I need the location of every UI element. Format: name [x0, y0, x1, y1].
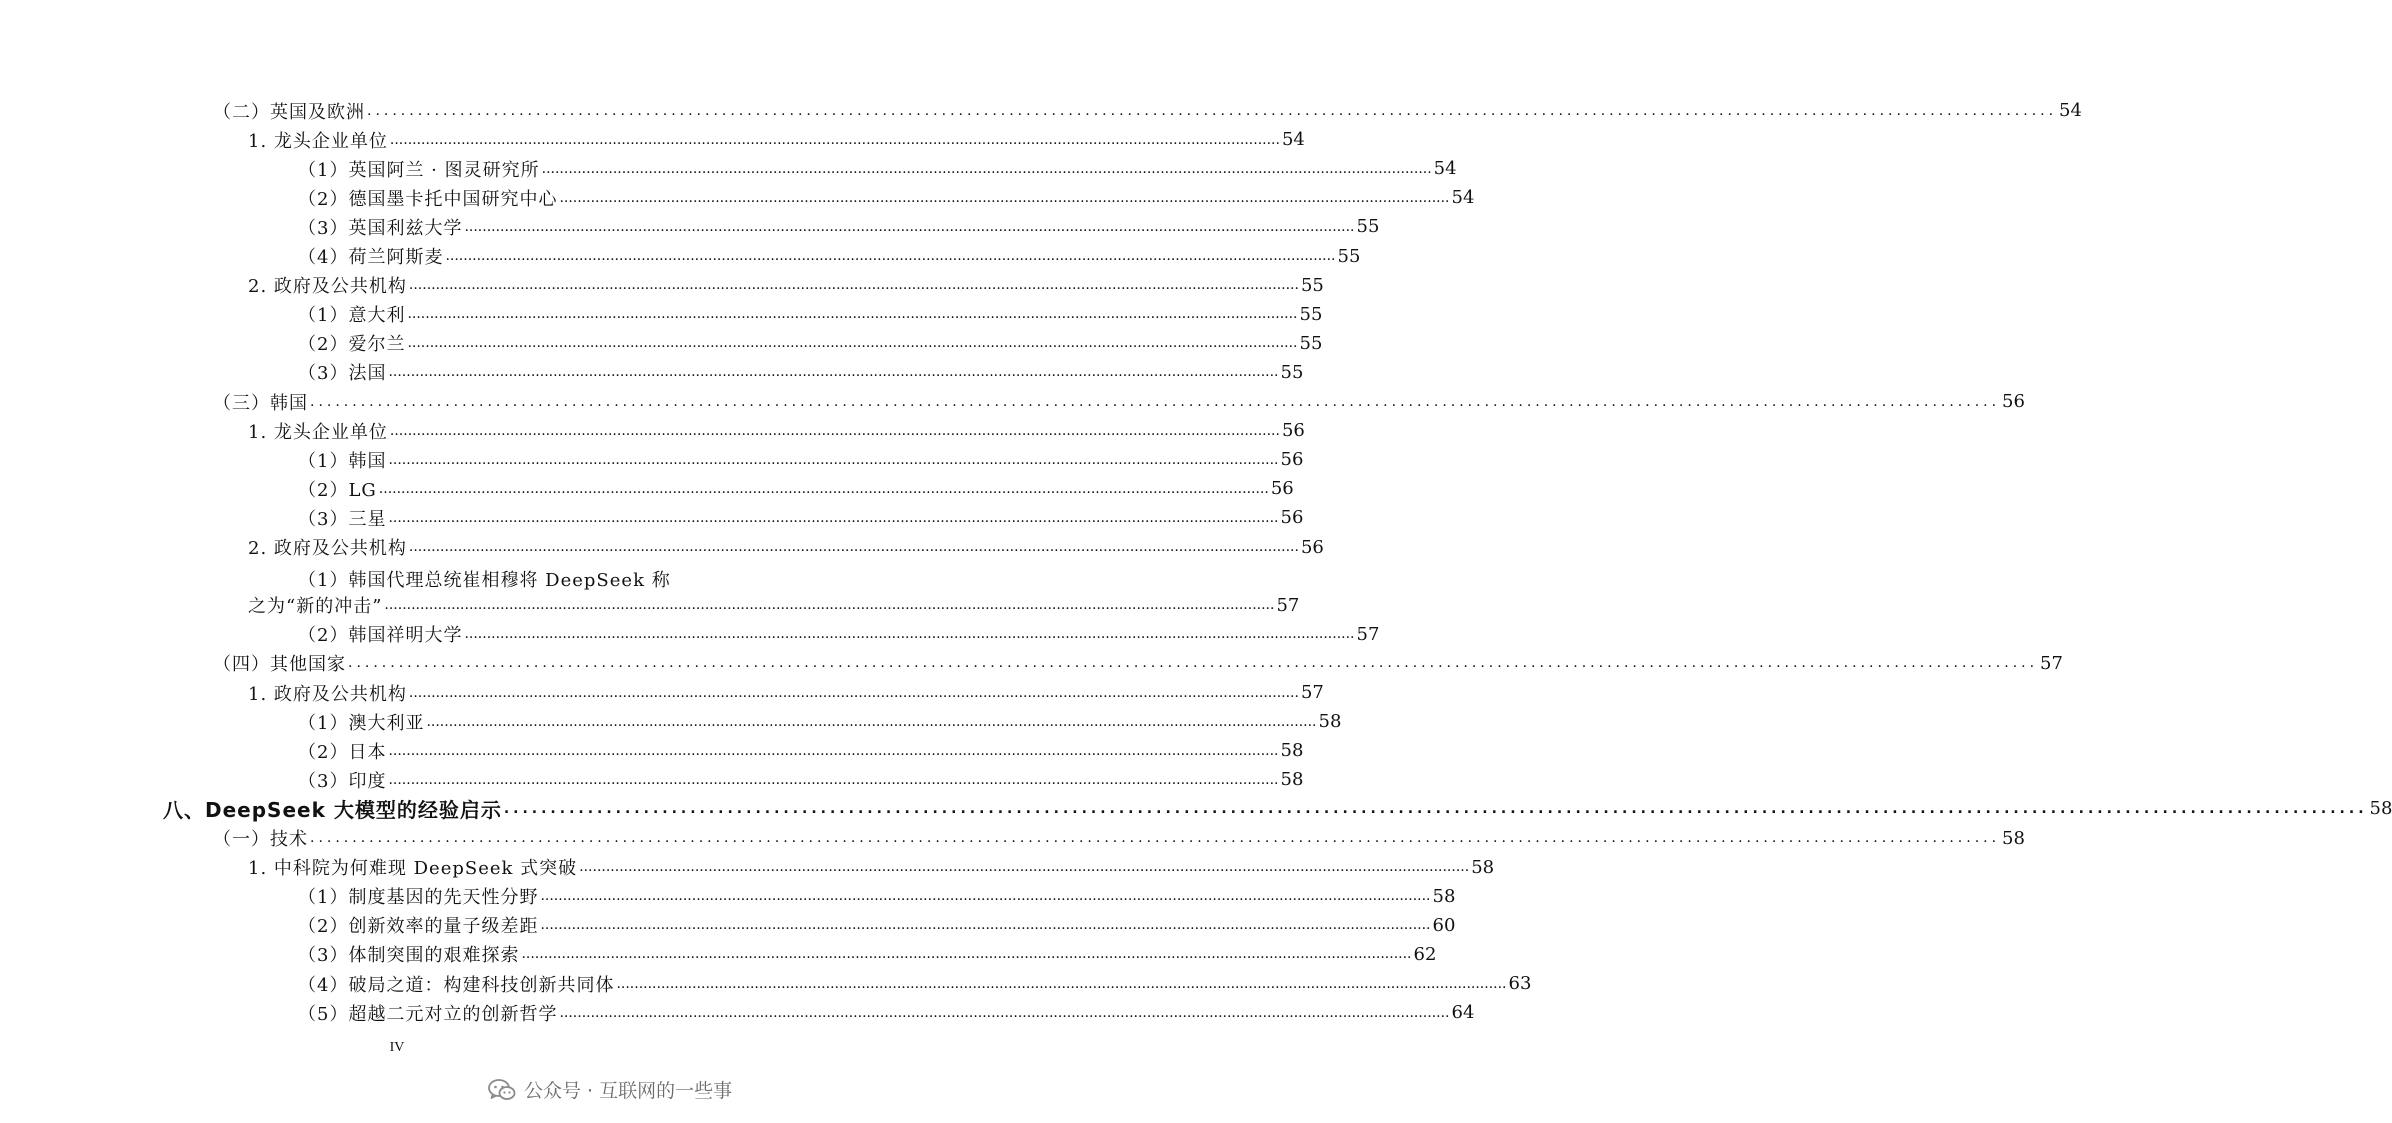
toc-entry-page: 64 — [1451, 1002, 1475, 1024]
toc-entry[interactable] — [298, 242, 1361, 271]
toc-entry[interactable] — [298, 911, 1456, 940]
toc-leader-dots: ........................................................................................................................................................................................................ — [408, 277, 1299, 294]
toc-entry[interactable] — [298, 765, 1304, 794]
toc-entry-label: （2）德国墨卡托中国研究中心 — [298, 188, 558, 210]
toc-entry-label: （1）澳大利亚 — [298, 712, 425, 734]
toc-entry[interactable] — [298, 620, 1380, 649]
toc-entry-page: 55 — [1300, 274, 1324, 296]
toc-entry-label: 八、DeepSeek 大模型的经验启示 — [163, 798, 502, 823]
toc-leader-dots: ........................................................................................................................................................................................................ — [541, 160, 1432, 177]
toc-entry[interactable] — [213, 649, 2063, 678]
toc-leader-dots: ........................................................................................................................................................................................................ — [388, 364, 1279, 381]
toc-entry-label: （2）爱尔兰 — [298, 334, 406, 356]
toc-entry-page: 58 — [1471, 856, 1495, 878]
toc-entry[interactable] — [248, 416, 1305, 445]
toc-entry-page: 57 — [2040, 652, 2063, 674]
toc-entry-page: 55 — [1356, 216, 1380, 238]
toc-leader-dots: ........................................................................................................................................................................................................ — [445, 248, 1336, 264]
toc-entry[interactable] — [248, 678, 1324, 707]
toc-entry-page: 54 — [1451, 187, 1475, 209]
toc-entry-page: 56 — [1280, 449, 1304, 471]
toc-leader-dots: ........................................................................................................................................................................................................ — [389, 422, 1280, 439]
toc-entry-page: 56 — [1280, 507, 1304, 529]
toc-leader-dots: ........................................................................................................................................................................................................ — [310, 393, 2001, 410]
toc-leader-dots: ........................................................................................................................................................................................................ — [407, 306, 1298, 323]
toc-entry[interactable] — [298, 445, 1304, 474]
toc-entry-page: 54 — [1433, 158, 1457, 180]
toc-entry-label: （2）创新效率的量子级差距 — [298, 916, 539, 938]
toc-entry-label: （2）韩国祥明大学 — [298, 625, 463, 647]
toc-leader-dots: ........................................................................................................................................................................................................ — [388, 509, 1279, 526]
toc-entry-label: （1）韩国 — [298, 450, 387, 472]
toc-entry-page: 62 — [1413, 943, 1437, 965]
toc-entry-label: （5）超越二元对立的创新哲学 — [298, 1003, 558, 1025]
toc-entry-page: 57 — [1356, 623, 1380, 645]
toc-leader-dots: ........................................................................................................................................................................................................ — [367, 102, 2058, 119]
page-number: IV — [389, 1040, 405, 1055]
toc-entry-page: 57 — [1276, 594, 1300, 616]
toc-entry-page: 63 — [1508, 973, 1532, 994]
toc-entry[interactable] — [298, 474, 1294, 503]
toc-leader-dots: ........................................................................................................................................................................................................ — [540, 888, 1431, 905]
toc-entry[interactable] — [248, 125, 1305, 154]
toc-leader-dots: ........................................................................................................................................................................................................ — [559, 189, 1450, 206]
toc-leader-dots: ........................................................................................................................................................................................................ — [310, 830, 2001, 846]
toc-entry-page: 58 — [2369, 798, 2392, 820]
toc-entry-label: 1. 政府及公共机构 — [248, 683, 407, 705]
toc-entry[interactable] — [213, 387, 2025, 416]
toc-entry[interactable] — [298, 998, 1475, 1027]
toc-entry-page: 55 — [1299, 332, 1323, 354]
toc-entry-page: 58 — [2002, 827, 2025, 849]
toc-entry[interactable] — [298, 707, 1342, 736]
toc-entry-page: 58 — [1280, 769, 1304, 791]
toc-entry-page: 57 — [1300, 682, 1324, 703]
toc-entry-label: （3）三星 — [298, 508, 387, 530]
toc-entry-page: 56 — [1281, 420, 1305, 442]
toc-entry[interactable] — [298, 940, 1437, 969]
toc-leader-dots: ........................................................................................................................................................................................................ — [388, 742, 1279, 759]
toc-entry-label: （1）英国阿兰 · 图灵研究所 — [298, 159, 540, 181]
toc-leader-dots: ........................................................................................................................................................................................................ — [388, 451, 1279, 468]
toc-entry-page: 58 — [1280, 740, 1304, 762]
toc-leader-dots: ........................................................................................................................................................................................................ — [616, 975, 1507, 992]
toc-entry-label: 2. 政府及公共机构 — [248, 538, 407, 559]
toc-entry[interactable] — [248, 591, 1300, 620]
toc-entry[interactable] — [163, 794, 2392, 823]
toc-entry[interactable] — [298, 212, 1380, 241]
toc-entry-label-line1: （1）韩国代理总统崔相穆将 DeepSeek 称 — [298, 569, 671, 591]
toc-entry-label: （1）意大利 — [298, 305, 406, 327]
toc-entry-label: （1）制度基因的先天性分野 — [298, 887, 539, 909]
toc-leader-dots: ........................................................................................................................................................................................................ — [540, 917, 1431, 934]
toc-entry-page: 55 — [1280, 361, 1304, 383]
toc-entry[interactable] — [248, 853, 1495, 882]
toc-leader-dots: ........................................................................................................................................................................................................ — [408, 539, 1299, 555]
toc-leader-dots: ........................................................................................................................................................................................................ — [521, 946, 1412, 963]
toc-leader-dots: ........................................................................................................................................................................................................ — [503, 800, 2368, 817]
wechat-watermark — [488, 1076, 732, 1103]
toc-entry-label: 2. 政府及公共机构 — [248, 276, 407, 298]
toc-entry-label: （2）LG — [298, 479, 377, 501]
toc-entry[interactable] — [213, 824, 2025, 853]
toc-entry-label: （3）英国利兹大学 — [298, 217, 463, 239]
toc-entry-page: 55 — [1337, 245, 1361, 267]
toc-leader-dots: ........................................................................................................................................................................................................ — [559, 1004, 1450, 1021]
toc-entry-page: 58 — [1432, 885, 1456, 907]
toc-entry-label: （三）韩国 — [213, 392, 308, 414]
toc-entry-label: （二）英国及欧洲 — [213, 101, 365, 123]
toc-leader-dots: ........................................................................................................................................................................................................ — [384, 597, 1275, 614]
wechat-icon — [488, 1078, 516, 1102]
toc-entry[interactable] — [298, 882, 1456, 911]
toc-entry[interactable] — [213, 96, 2082, 125]
toc-leader-dots: ........................................................................................................................................................................................................ — [464, 626, 1355, 643]
toc-leader-dots: ........................................................................................................................................................................................................ — [378, 480, 1269, 497]
toc-entry-label: （3）印度 — [298, 770, 387, 792]
toc-entry[interactable] — [298, 183, 1475, 212]
toc-entry-label: 之为“新的冲击” — [248, 596, 383, 618]
toc-entry-label: 1. 中科院为何难现 DeepSeek 式突破 — [248, 858, 578, 880]
toc-entry[interactable] — [298, 736, 1304, 765]
toc-entry-page: 60 — [1432, 914, 1456, 936]
toc-entry-label: （3）体制突围的艰难探索 — [298, 945, 520, 967]
toc-entry[interactable] — [248, 533, 1324, 562]
watermark-text: 公众号 · 互联网的一些事 — [524, 1080, 733, 1102]
toc-entry[interactable] — [298, 154, 1457, 183]
toc-leader-dots: ........................................................................................................................................................................................................ — [408, 684, 1299, 701]
toc-entry[interactable] — [298, 969, 1532, 998]
toc-leader-dots: ........................................................................................................................................................................................................ — [464, 218, 1355, 235]
toc-entry-label: （一）技术 — [213, 829, 308, 850]
toc-leader-dots: ........................................................................................................................................................................................................ — [579, 859, 1470, 876]
toc-entry-page: 56 — [2002, 391, 2025, 412]
toc-entry-page: 55 — [1299, 303, 1323, 325]
toc-leader-dots: ........................................................................................................................................................................................................ — [388, 771, 1279, 788]
toc-leader-dots: ........................................................................................................................................................................................................ — [389, 131, 1280, 148]
toc-entry[interactable] — [248, 271, 1324, 300]
toc-entry-page: 56 — [1270, 478, 1294, 500]
toc-entry[interactable] — [298, 503, 1304, 532]
toc-entry-page: 58 — [1318, 711, 1342, 733]
toc-entry-label: （四）其他国家 — [213, 654, 346, 676]
toc-entry-label: （4）荷兰阿斯麦 — [298, 247, 444, 268]
toc-entry-page: 54 — [2059, 100, 2082, 121]
toc-entry-label: 1. 龙头企业单位 — [248, 130, 388, 152]
toc-entry[interactable] — [298, 329, 1323, 358]
toc-leader-dots: ........................................................................................................................................................................................................ — [407, 335, 1298, 352]
toc-entry[interactable] — [298, 358, 1304, 387]
toc-entry[interactable] — [298, 300, 1323, 329]
toc-entry-page: 56 — [1300, 536, 1324, 558]
toc-entry-label: （2）日本 — [298, 741, 387, 763]
toc-entry-page: 54 — [1281, 129, 1305, 151]
toc-entry-label: （3）法国 — [298, 363, 387, 385]
toc-entry-label: （4）破局之道：构建科技创新共同体 — [298, 974, 615, 996]
toc-entry-label: 1. 龙头企业单位 — [248, 421, 388, 443]
toc-leader-dots: ........................................................................................................................................................................................................ — [426, 713, 1317, 730]
toc-leader-dots: ........................................................................................................................................................................................................ — [348, 655, 2039, 672]
